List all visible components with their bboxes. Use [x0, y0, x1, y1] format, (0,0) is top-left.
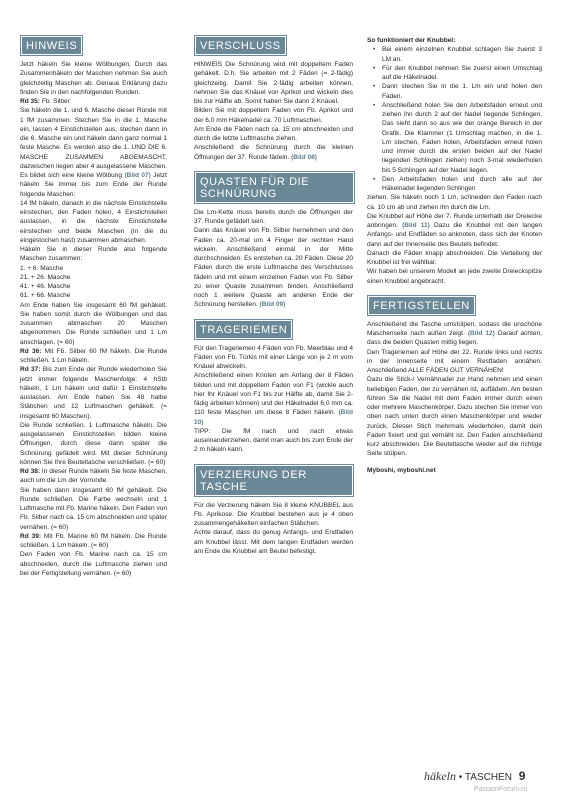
fertig-p3: Dazu die Stick-/ Vernähnadel zur Hand nehmen und einen beliebigen Faden, der zu vernähen ist, auffädeln. Am besten führen Sie die Nadel mit dem Faden immer durch einen oder mehrere Maschenkörper. Dazu stechen Sie immer von oben nach unten durch einen Maschenkörper und wieder zurück. Diesen Stich mehrmals wiederholen, damit dein Faden fixiert und gut vernäht ist. Den Faden anschließend kurz abschneiden. Die Beuteltasche wieder auf die richtige Seite stülpen.: [367, 376, 542, 458]
column-middle: [194, 36, 353, 556]
column-left: [20, 36, 167, 578]
rd35-color: Fb. Silber: [40, 98, 70, 105]
rd38-text2: Sie haben dann insgesamt 60 fM gehäkelt. Die Runde schließen. Die Farbe wechseln und 1 Luftmasche mit Fb. Marine häkeln. Den Faden von Fb. Silber nach ca. 15 cm abschneiden und später vernähen. (= 60): [20, 486, 168, 531]
magazine-brand: häkeln: [424, 769, 456, 783]
rd35-body3: 14 fM häkeln, danach in die nächste Einstichstelle einstechen, den Faden holen, 4 Einstichstellen auslassen, in die nächste Einstichstelle einstechen und beide Maschen (in die du eingestochen hast) zusammen abmaschen.: [20, 199, 167, 244]
pair-list: [20, 264, 167, 301]
image-ref-07: (Bild 07): [124, 172, 151, 179]
knubbel-p2-text2: Dazu die Knubbel mit den langen Anfangs- und Endfäden so anknoten, dass sich der Knoten dann auf der Innenseite des Beutels befindet.: [367, 222, 542, 248]
section-heading-trageriemen: TRAGERIEMEN: [195, 320, 292, 339]
pair-item: 61. + 66. Masche: [20, 292, 71, 300]
hinweis-intro: Jetzt häkeln Sie kleine Wölbungen. Durch das Zusammenhäkeln der Maschen nehmen Sie auch gleichzeitig Maschen ab. Genaue Erklärung dazu finden Sie in den nachfolgenden Runden.: [20, 61, 167, 96]
knubbel-p2-text: Die Knubbel auf Höhe der 7. Runde unterhalb der Dreiecke anbringen.: [367, 212, 542, 229]
knubbel-steps: [373, 45, 542, 193]
knubbel-p3: Danach die Fäden knapp abschneiden. Die Verteilung der Knubbel ist frei wählbar.: [367, 249, 542, 266]
footer-bullet: •: [458, 772, 463, 783]
verschluss-p4-text: Anschließend die Schnürung durch die kleinen Öffnungen der 37. Runde fädeln.: [194, 144, 353, 161]
section-heading-quasten: QUASTEN FÜR DIE SCHNÜRUNG: [195, 172, 354, 203]
fertig-p1: [367, 320, 542, 348]
credit: Myboshi, myboshi.net: [367, 466, 436, 474]
verzierung-p1: Für die Verzierung häkeln Sie 8 kleine KNUBBEL aus Fb. Aprikose. Die Knubbel bestehen aus je 4 oben zusammengehäkelten einfachen Stäbchen.: [194, 501, 353, 527]
knubbel-step: • Bei einem einzelnen Knubbel schlagen Sie zuerst 3 LM an.: [373, 45, 542, 64]
quasten-p1: Die Lm-Kette muss bereits durch die Öffnungen der 37. Runde gefädelt sein.: [194, 208, 353, 225]
rd39-text2: Den Faden von Fb. Marine nach ca. 15 cm abschneiden, durch die Luftmasche ziehen und bei der Fertigstellung vernähen. (= 60): [20, 551, 167, 577]
trageriemen-p2-text: Anschließend einen Knoten am Anfang der 8 Fäden bilden und mit doppeltem Faden von F1 (wickle auch hier Ihr Knäuel von F1 bis zur Hälfte ab, damit Sie 2-fädig arbeiten können) und der Häkelnadel 6,0 mm ca. 110 feste Maschen um diese 8 Fäden häkeln.: [194, 372, 353, 417]
rd39: [20, 532, 167, 551]
rd36: [20, 347, 167, 366]
image-ref-08: (Bild 08): [291, 153, 317, 161]
quasten-p2: [194, 226, 353, 309]
knubbel-step: • Den Arbeitsfaden holen und durch alle auf der Häkelnadel liegenden Schlingen: [373, 175, 542, 194]
knubbel-step: • Für den Knubbel nehmen Sie zuerst einen Umschlag auf die Häkelnadel.: [373, 64, 542, 83]
rd35-end: Am Ende haben Sie insgesamt 60 fM gehäkelt. Sie haben somit durch die Wölbungen und das zusammen abmaschen 20 Maschen abgenommen. Die Runde schließen und 1 Lm anschlagen. (= 60): [20, 301, 167, 346]
rd39-label: Rd 39:: [20, 532, 42, 540]
fertig-p1-text: Anschließend die Tasche umstülpen, sodass die unschöne Maschenseite nach außen zeigt.: [367, 320, 542, 337]
rd36-text: Mit Fb. Silber 60 fM häkeln. Die Runde schließen. 1 Lm häkeln.: [20, 347, 167, 364]
fertig-p1-text2: Darauf achten, dass die beiden Quasten mittig liegen.: [367, 330, 542, 347]
knubbel-p4: Wir haben bei unserem Modell an jede zweite Dreieckspitze einen Knubbel angebracht.: [367, 268, 542, 285]
rd36-label: Rd 36:: [20, 347, 42, 355]
rd38-text: In dieser Runde häkeln Sie feste Maschen, auch um die Lm der Vorrunde.: [20, 468, 167, 485]
verschluss-p3: Am Ende die Fäden nach ca. 15 cm abschneiden und durch die letzte Luftmasche ziehen.: [194, 125, 353, 142]
watermark: PassionForum.ru: [474, 786, 528, 793]
rd35-body4: Häkeln Sie in dieser Runde also folgende Maschen zusammen:: [20, 246, 167, 263]
verschluss-p1: HINWEIS Die Schnürung wird mit doppeltem Faden gehäkelt. D.h. Sie arbeiten mit 2 Fäden (= 2-fädig) gleichzeitig. Damit Sie 2-fädig arbeiten können, nehmen Sie das Knäuel von Aprikot und wickeln dies bis zur Hälfte ab. Somit haben Sie dann 2 Knäuel.: [194, 61, 353, 105]
knubbel-heading: So funktioniert der Knubbel:: [367, 37, 456, 44]
rd35-body-text: Sie häkeln die 1. und 6. Masche dieser Runde mit 1 fM zusammen. Stechen Sie in die 1. Masche ein, lassen 4 Einstichstellen aus, stechen dann in die 6. Masche ein und häkeln dann ganz normal 1 feste Masche. Es werden also die 1. UND DIE 6. MASCHE ZUSAMMEN ABGEMASCHT, dazwischen liegen aber 4 ausgelassene Maschen. Es bildet sich eine kleine Wölbung: [20, 107, 167, 179]
image-ref-11: (Bild 11): [402, 222, 430, 229]
image-ref-12: (Bild 12): [467, 330, 495, 337]
rd35-heading: [20, 97, 167, 106]
knubbel-p1: ziehen. Sie häkeln noch 1 Lm, schneiden den Faden nach ca. 10 cm ab und ziehen ihn durch die Lm.: [367, 194, 542, 211]
verschluss-p2: Bilden Sie mit doppeltem Faden von Fb. Aprikot und der 6,0 mm Häkelnadel ca. 70 Luftmaschen.: [194, 107, 353, 124]
quasten-p2-text: Dann das Knäuel von Fb. Silber hernehmen und den Faden ca. 20-mal um 4 Finger der rechten Hand wickeln. Anschließend einmal in der Mitte durchschneiden. Es entstehen ca. 20 Fäden. Diese 20 Fäden durch die erste Luftmasche des Verschlusses fädeln und mit einem einzelnen Faden von Fb. Silber zu einer Quaste zusammen binden. Anschließend noch 1 weitere Quaste am anderen Ende der Schnürung herstellen.: [194, 227, 353, 309]
fertig-p2: Den Trageriemen auf Höhe der 22. Runde links und rechts in der Innenseite mit einem Restfaden annähen. Anschließend ALLE FÄDEN GUT VERNÄHEN!: [367, 348, 542, 374]
section-heading-hinweis: HINWEIS: [21, 36, 82, 55]
image-ref-10: (Bild 10): [194, 409, 353, 426]
knubbel-step: • Dann stechen Sie in die 1. Lm ein und holen den Faden.: [373, 82, 542, 101]
section-heading-fertigstellen: FERTIGSTELLEN: [368, 296, 475, 315]
section-heading-verschluss: VERSCHLUSS: [195, 36, 286, 55]
rd38-label: Rd 38:: [20, 468, 41, 475]
pair-item: 1. + 6. Masche: [20, 264, 64, 272]
rd38: [20, 467, 167, 486]
rd35-label: Rd 35:: [20, 98, 41, 105]
rd37: [20, 365, 167, 421]
knubbel-step: • Anschließend holen Sie den Arbeitsfaden erneut und ziehen ihn durch 2 auf der Nadel liegende Schlingen. Das sieht dann so aus wie der orange Bereich in der Grafik. Die Klammer (1 Umschlag machen, in die 1. Lm stechen, Faden holen, Arbeitsfaden erneut holen und immer durch die ersten beiden auf der Nadel liegenden Schlingen ziehen) noch 3-mal wiederholen bis 5 Schlingen auf der Nadel liegen.: [373, 101, 542, 175]
trageriemen-p1: Für den Trageriemen 4 Fäden von Fb. Meerblau und 4 Fäden von Fb. Türkis mit einer Länge von je 2 m vom Knäuel abwickeln.: [194, 344, 353, 370]
rd37-text2: Die Runde schließen. 1 Luftmasche häkeln. Die ausgelassenen Einstichstellen bilden kleine Öffnungen, durch diese dann später die Schnürung gefädelt wird. Mit dieser Schnürung können Sie Ihre Beuteltasche verschließen. (= 60): [20, 421, 167, 466]
page-footer: [424, 769, 525, 784]
column-right: [367, 36, 542, 475]
page-number: 9: [518, 769, 526, 783]
trageriemen-tip: TIPP: Die fM nach und nach etwas auseinanderziehen, damit man auch bis zum Ende der 2 m häkeln kann.: [194, 427, 353, 454]
rd37-label: Rd 37:: [20, 366, 41, 374]
pair-item: 41. + 46. Masche: [20, 283, 71, 290]
rd35-body: [20, 106, 167, 199]
image-ref-09: (Bild 09): [259, 301, 286, 309]
pair-item: 21. + 26. Masche: [20, 273, 71, 281]
section-heading-verzierung: VERZIERUNG DER TASCHE: [195, 465, 353, 496]
verzierung-p2: Achte darauf, dass du genug Anfangs- und Endfaden am Knubbel lässt. Mit dem langen Endfaden werden am Ende die Knubbel am Beutel befestigt.: [194, 529, 353, 555]
verschluss-p4: [194, 143, 353, 162]
rd37-text: Bis zum Ende der Runde wiederholen Sie jetzt immer folgende Maschenfolge: 4 hStb häkeln, 1 Lm häkeln und dafür 1 Einstichstelle auslassen. Am Ende haben Sie 48 halbe Stäbchen und 12 Luftmaschen gehäkelt. (= insgesamt 60 Maschen).: [20, 366, 167, 420]
trageriemen-p2: [194, 371, 353, 427]
rd39-text: Mit Fb. Marine 60 fM häkeln. Die Runde schließen. 1 Lm häkeln. (= 60): [20, 532, 167, 549]
footer-section: TASCHEN: [464, 772, 512, 783]
rd35-body-text2: Jetzt häkeln Sie immer bis zum Ende der Runde folgende Maschen:: [20, 172, 168, 198]
knubbel-p2: [367, 212, 542, 249]
